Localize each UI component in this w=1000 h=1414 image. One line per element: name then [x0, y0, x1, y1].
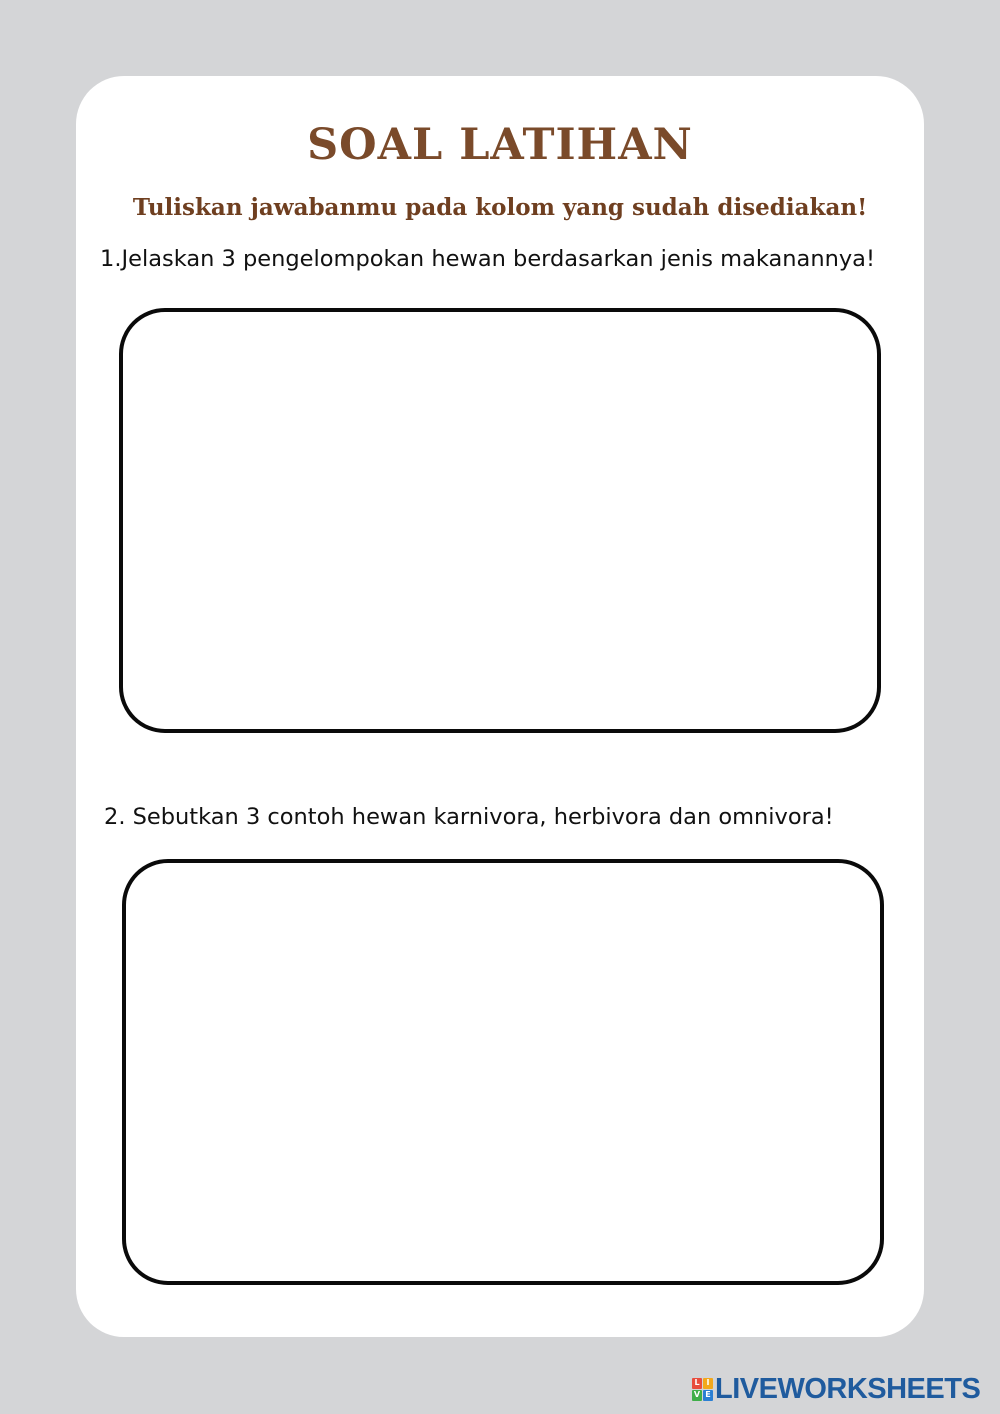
liveworksheets-logo-icon — [692, 1378, 712, 1400]
question-2-text: 2. Sebutkan 3 contoh hewan karnivora, herbivora dan omnivora! — [104, 804, 834, 830]
question-1-text: 1.Jelaskan 3 pengelompokan hewan berdasarkan jenis makanannya! — [100, 246, 875, 272]
logo-letter-v: V — [693, 1390, 701, 1399]
logo-letter-i: I — [703, 1378, 713, 1389]
logo-letter-e: E — [703, 1390, 713, 1401]
logo-letter-l: L — [692, 1378, 702, 1389]
liveworksheets-brand — [692, 1374, 980, 1404]
instruction-text: Tuliskan jawabanmu pada kolom yang sudah disediakan! — [132, 194, 868, 221]
worksheet-title: SOAL LATIHAN — [307, 120, 693, 170]
answer-box-1[interactable] — [119, 308, 881, 733]
answer-box-2[interactable] — [122, 859, 884, 1285]
brand-text: LIVEWORKSHEETS — [715, 1373, 981, 1405]
